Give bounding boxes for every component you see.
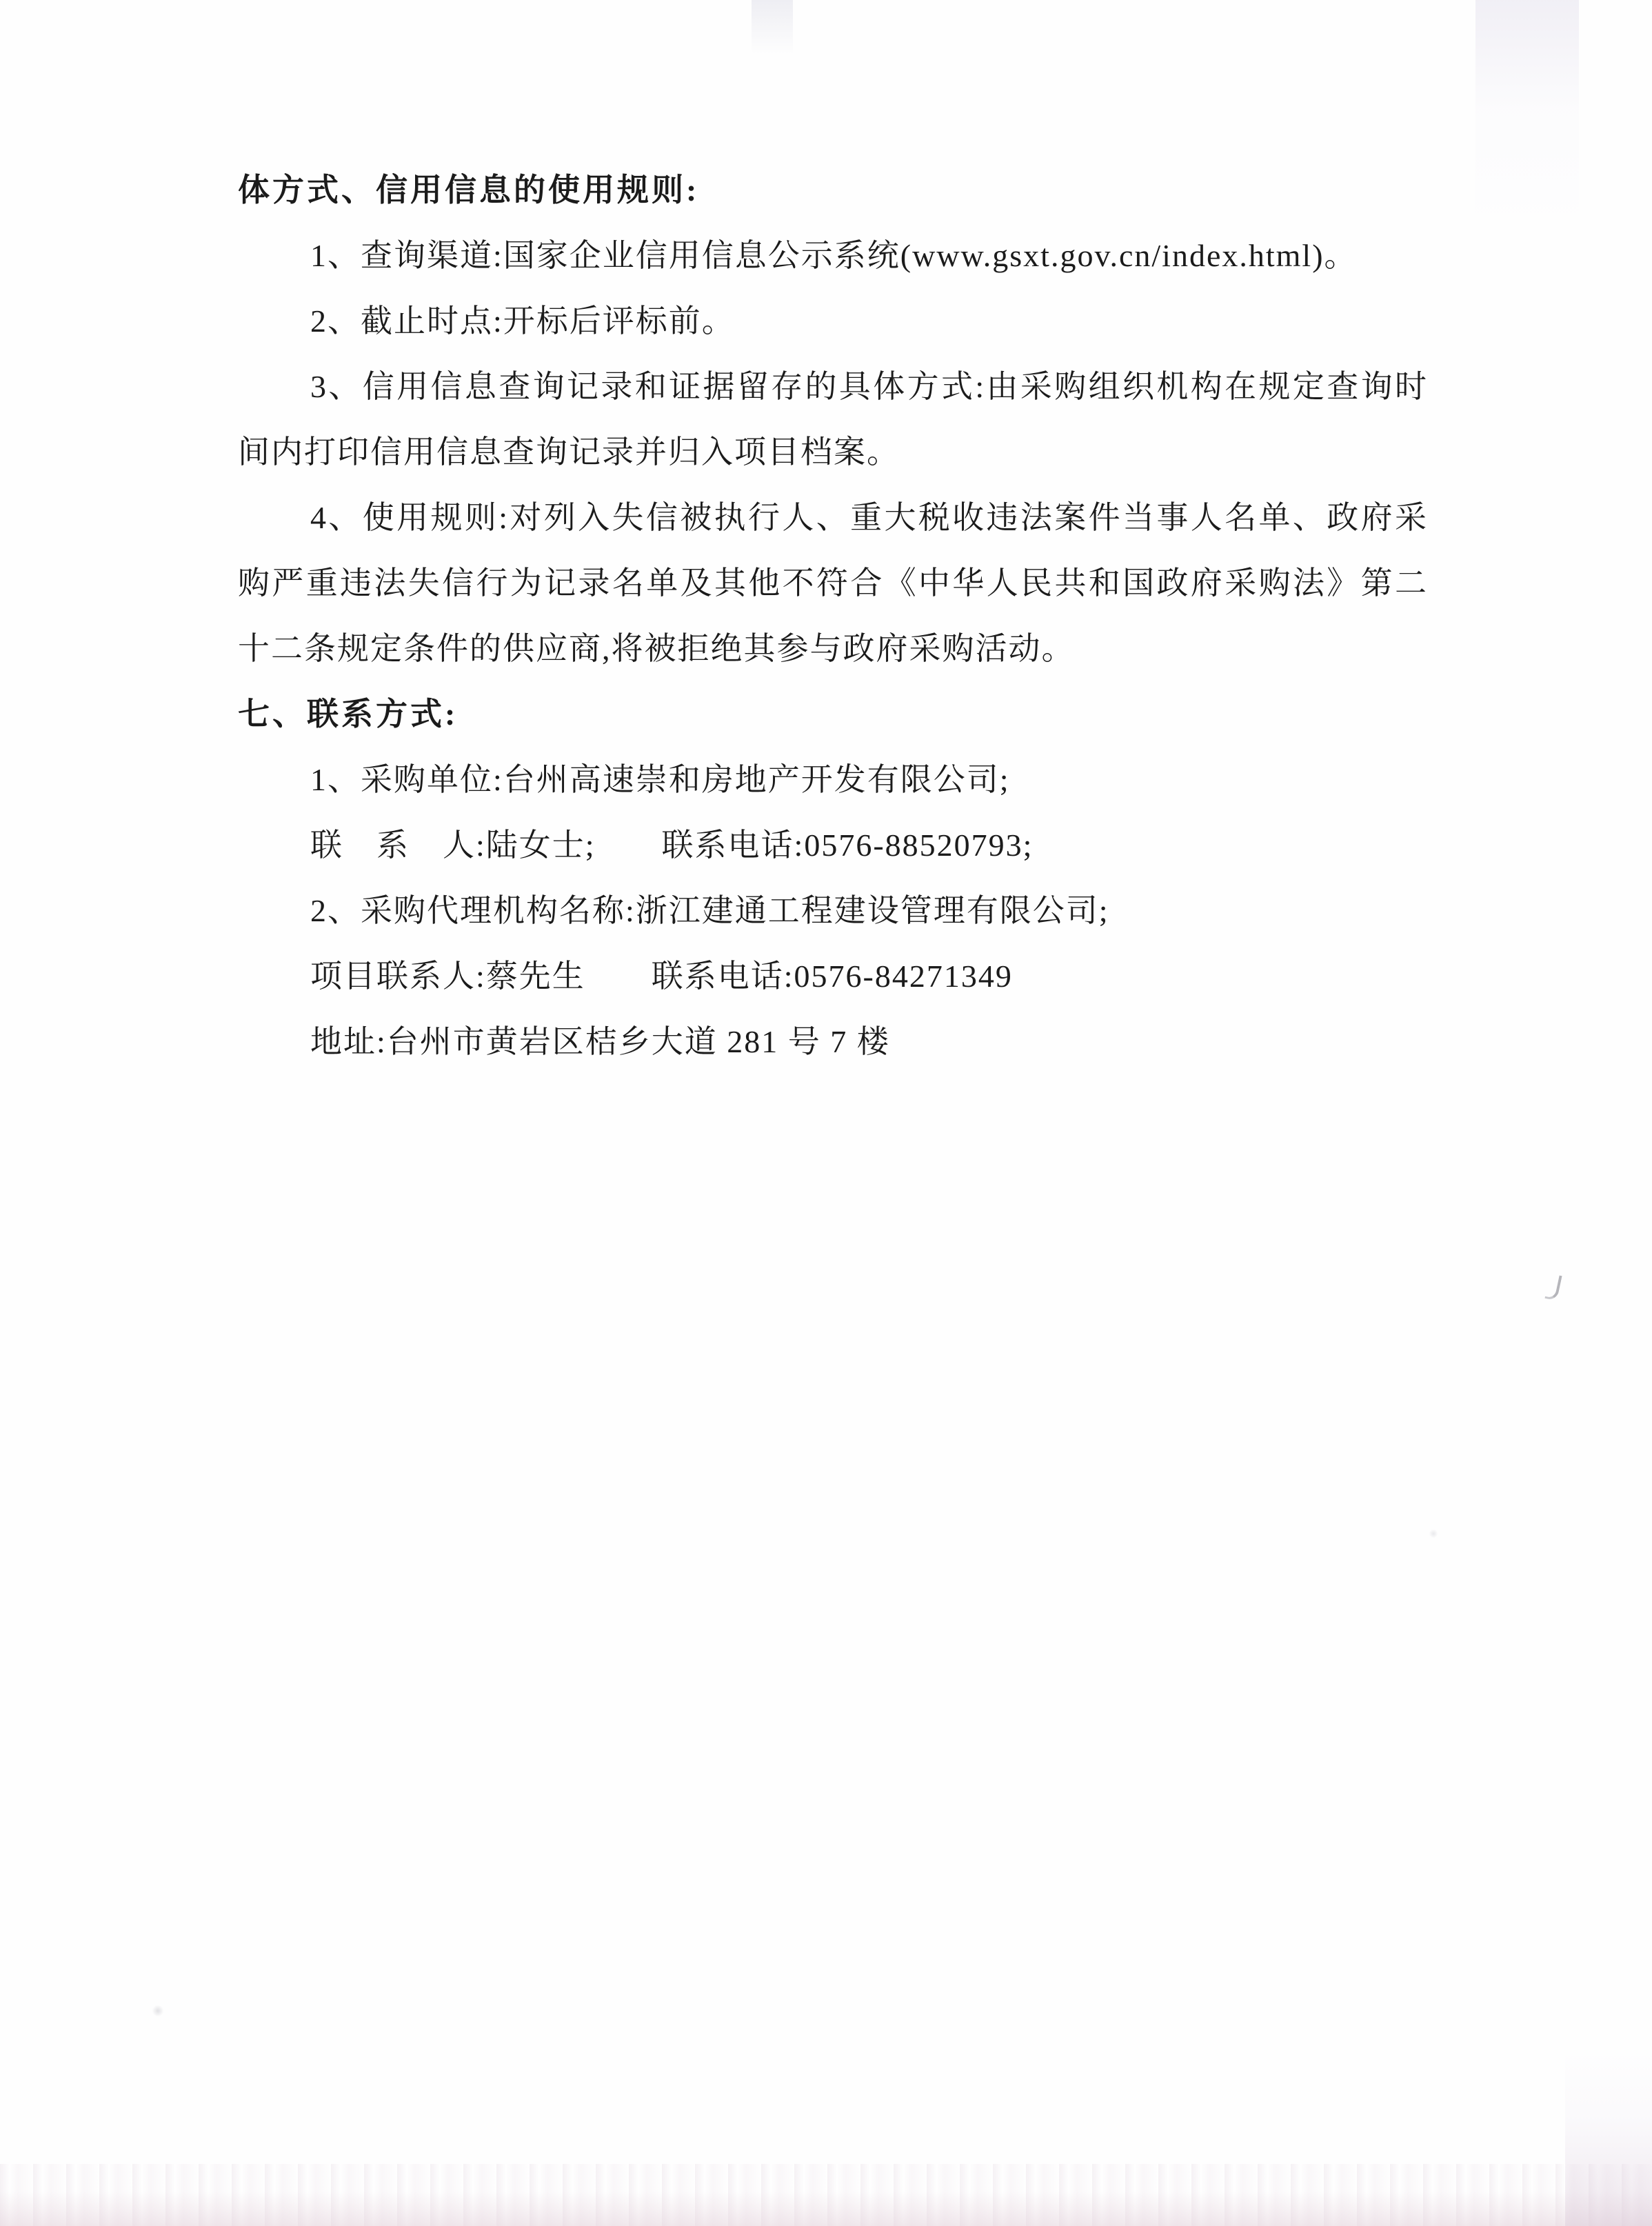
scan-smudge-top-center: [752, 0, 793, 55]
document-text-block: [238, 157, 1428, 1074]
paragraph-usage-rules: 4、使用规则:对列入失信被执行人、重大税收违法案件当事人名单、政府采购严重违法失信行为记录名单及其他不符合《中华人民共和国政府采购法》第二十二条规定条件的供应商,将被拒绝其参与政府采购活动。: [238, 500, 1428, 666]
paragraph-credit-usage-rules-heading: 体方式、信用信息的使用规则:: [238, 172, 700, 208]
scan-speck-bottom-left: [152, 2005, 164, 2016]
paragraph-agency-contact: 项目联系人:蔡先生 联系电话:0576-84271349: [310, 959, 1013, 994]
paragraph-purchaser-contact: 联 系 人:陆女士; 联系电话:0576-88520793;: [310, 828, 1034, 863]
paragraph-contact-section-heading: 七、联系方式:: [238, 696, 459, 732]
scan-edge-streaks-bottom: [0, 2164, 1652, 2226]
paragraph-purchaser-unit: 1、采购单位:台州高速崇和房地产开发有限公司;: [310, 762, 1010, 797]
paragraph-agency-address: 地址:台州市黄岩区桔乡大道 281 号 7 楼: [310, 1024, 890, 1059]
paragraph-record-keeping: 3、信用信息查询记录和证据留存的具体方式:由采购组织机构在规定查询时间内打印信用信息查询记录并归入项目档案。: [238, 369, 1428, 470]
paragraph-deadline-point: 2、截止时点:开标后评标前。: [310, 303, 735, 339]
scan-edge-streaks-bottom-right: [1565, 2047, 1652, 2226]
scan-pen-squiggle: [1544, 1274, 1562, 1301]
scan-speck-mid-right: [1429, 1530, 1438, 1538]
paragraph-query-channel: 1、查询渠道:国家企业信用信息公示系统(www.gsxt.gov.cn/index.html)。: [310, 238, 1358, 273]
scan-smudge-top-right: [1475, 0, 1579, 241]
paragraph-agency-name: 2、采购代理机构名称:浙江建通工程建设管理有限公司;: [310, 893, 1109, 928]
